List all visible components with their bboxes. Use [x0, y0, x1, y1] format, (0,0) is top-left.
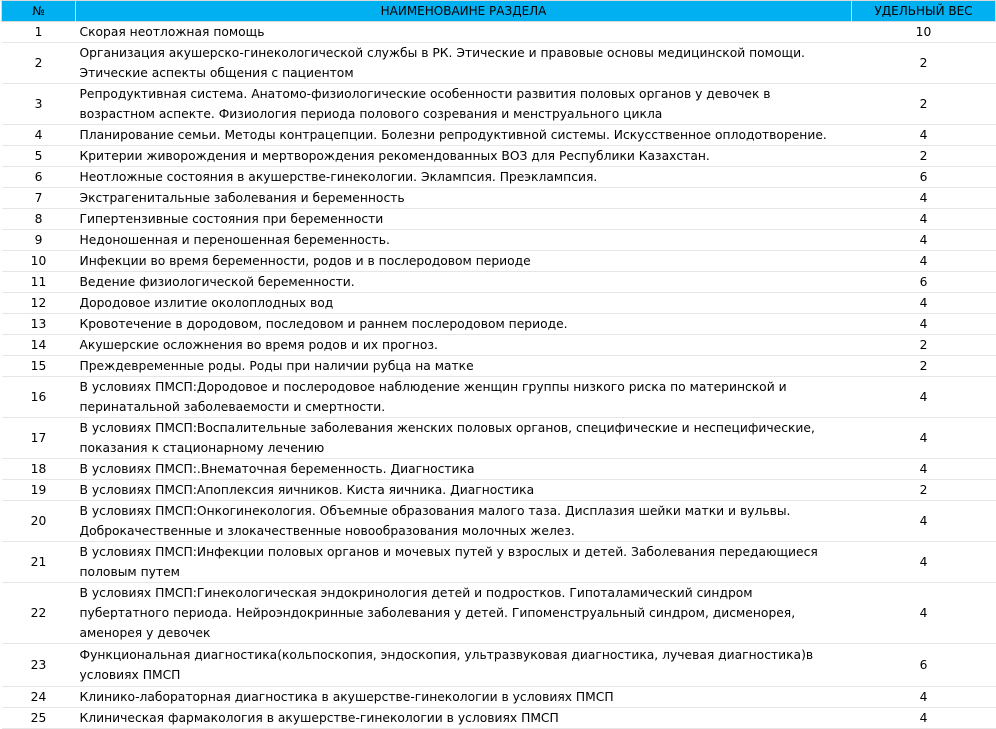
table-row — [2, 583, 996, 644]
table-row — [2, 251, 996, 272]
row-weight: 4 — [852, 583, 996, 644]
row-name: Недоношенная и переношенная беременность. — [76, 230, 852, 251]
row-weight: 4 — [852, 125, 996, 146]
row-name: Дородовое излитие околоплодных вод — [76, 293, 852, 314]
row-weight: 6 — [852, 272, 996, 293]
table-row — [2, 209, 996, 230]
row-weight: 4 — [852, 314, 996, 335]
row-name: Экстрагенитальные заболевания и беременность — [76, 188, 852, 209]
table-row — [2, 687, 996, 708]
row-name: Клиническая фармакология в акушерстве-гинекологии в условиях ПМСП — [76, 708, 852, 729]
row-weight: 4 — [852, 708, 996, 729]
row-weight: 4 — [852, 188, 996, 209]
table-row — [2, 230, 996, 251]
table-row — [2, 125, 996, 146]
row-name: В условиях ПМСП:Дородовое и послеродовое наблюдение женщин группы низкого риска по материнской и перинатальной заболеваемости и смертности. — [76, 377, 852, 418]
table-row — [2, 501, 996, 542]
sections-table — [1, 0, 996, 729]
row-name: В условиях ПМСП:Апоплексия яичников. Киста яичника. Диагностика — [76, 480, 852, 501]
row-name: В условиях ПМСП:Инфекции половых органов и мочевых путей у взрослых и детей. Заболевания передающиеся половым путем — [76, 542, 852, 583]
row-weight: 6 — [852, 167, 996, 188]
row-num: 3 — [2, 84, 76, 125]
row-weight: 2 — [852, 335, 996, 356]
row-weight: 2 — [852, 84, 996, 125]
row-num: 19 — [2, 480, 76, 501]
row-num: 10 — [2, 251, 76, 272]
row-name: Скорая неотложная помощь — [76, 22, 852, 43]
row-num: 4 — [2, 125, 76, 146]
row-num: 25 — [2, 708, 76, 729]
row-num: 15 — [2, 356, 76, 377]
row-weight: 4 — [852, 251, 996, 272]
row-num: 7 — [2, 188, 76, 209]
row-weight: 4 — [852, 418, 996, 459]
row-weight: 4 — [852, 230, 996, 251]
table-row — [2, 335, 996, 356]
table-row — [2, 293, 996, 314]
row-weight: 4 — [852, 293, 996, 314]
row-num: 13 — [2, 314, 76, 335]
row-num: 1 — [2, 22, 76, 43]
row-weight: 4 — [852, 459, 996, 480]
row-num: 24 — [2, 687, 76, 708]
row-num: 12 — [2, 293, 76, 314]
row-weight: 2 — [852, 146, 996, 167]
table-row — [2, 356, 996, 377]
row-name: Акушерские осложнения во время родов и их прогноз. — [76, 335, 852, 356]
row-weight: 2 — [852, 356, 996, 377]
row-name: Планирование семьи. Методы контрацепции. Болезни репродуктивной системы. Искусственное оплодотворение. — [76, 125, 852, 146]
row-num: 14 — [2, 335, 76, 356]
table-row — [2, 459, 996, 480]
row-name: В условиях ПМСП:Воспалительные заболевания женских половых органов, специфические и неспецифические, показания к стационарному лечению — [76, 418, 852, 459]
row-num: 20 — [2, 501, 76, 542]
row-num: 21 — [2, 542, 76, 583]
row-weight: 4 — [852, 542, 996, 583]
row-name: В условиях ПМСП:Онкогинекология. Объемные образования малого таза. Дисплазия шейки матки и вульвы. Доброкачественные и злокачественные новообразования молочных желез. — [76, 501, 852, 542]
row-weight: 2 — [852, 43, 996, 84]
row-num: 11 — [2, 272, 76, 293]
row-weight: 4 — [852, 377, 996, 418]
row-name: В условиях ПМСП:.Внематочная беременность. Диагностика — [76, 459, 852, 480]
row-num: 5 — [2, 146, 76, 167]
table-row — [2, 542, 996, 583]
row-num: 23 — [2, 644, 76, 687]
row-num: 9 — [2, 230, 76, 251]
table-row — [2, 22, 996, 43]
row-name: Инфекции во время беременности, родов и в послеродовом периоде — [76, 251, 852, 272]
row-name: Преждевременные роды. Роды при наличии рубца на матке — [76, 356, 852, 377]
header-name: НАИМЕНОВАИНЕ РАЗДЕЛА — [76, 1, 852, 22]
table-row — [2, 708, 996, 729]
row-name: Неотложные состояния в акушерстве-гинекологии. Эклампсия. Преэклампсия. — [76, 167, 852, 188]
table-row — [2, 84, 996, 125]
row-name: Гипертензивные состояния при беременности — [76, 209, 852, 230]
table-row — [2, 377, 996, 418]
row-weight: 2 — [852, 480, 996, 501]
row-name: Критерии живорождения и мертворождения рекомендованных ВОЗ для Республики Казахстан. — [76, 146, 852, 167]
row-name: Организация акушерско-гинекологической службы в РК. Этические и правовые основы медицинской помощи. Этические аспекты общения с пациентом — [76, 43, 852, 84]
table-row — [2, 146, 996, 167]
table-row — [2, 167, 996, 188]
header-row — [2, 1, 996, 22]
table-row — [2, 480, 996, 501]
header-num: № — [2, 1, 76, 22]
table-row — [2, 418, 996, 459]
row-name: Ведение физиологической беременности. — [76, 272, 852, 293]
row-name: Клинико-лабораторная диагностика в акушерстве-гинекологии в условиях ПМСП — [76, 687, 852, 708]
table-row — [2, 314, 996, 335]
table-row — [2, 188, 996, 209]
row-weight: 4 — [852, 687, 996, 708]
row-weight: 10 — [852, 22, 996, 43]
row-weight: 4 — [852, 501, 996, 542]
table-row — [2, 43, 996, 84]
row-weight: 6 — [852, 644, 996, 687]
row-num: 2 — [2, 43, 76, 84]
row-name: Репродуктивная система. Анатомо-физиологические особенности развития половых органов у девочек в возрастном аспекте. Физиология периода полового созревания и менструального цикла — [76, 84, 852, 125]
row-num: 17 — [2, 418, 76, 459]
row-num: 8 — [2, 209, 76, 230]
row-num: 18 — [2, 459, 76, 480]
row-weight: 4 — [852, 209, 996, 230]
row-num: 6 — [2, 167, 76, 188]
row-name: Функциональная диагностика(кольпоскопия, эндоскопия, ультразвуковая диагностика, лучевая диагностика)в условиях ПМСП — [76, 644, 852, 687]
table-row — [2, 644, 996, 687]
table-row — [2, 272, 996, 293]
row-num: 16 — [2, 377, 76, 418]
row-num: 22 — [2, 583, 76, 644]
row-name: В условиях ПМСП:Гинекологическая эндокринология детей и подростков. Гипоталамический синдром пубертатного периода. Нейроэндокринные заболевания у детей. Гипоменструальный синдром, дисменорея, аменорея у девочек — [76, 583, 852, 644]
header-weight: УДЕЛЬНЫЙ ВЕС — [852, 1, 996, 22]
row-name: Кровотечение в дородовом, последовом и раннем послеродовом периоде. — [76, 314, 852, 335]
